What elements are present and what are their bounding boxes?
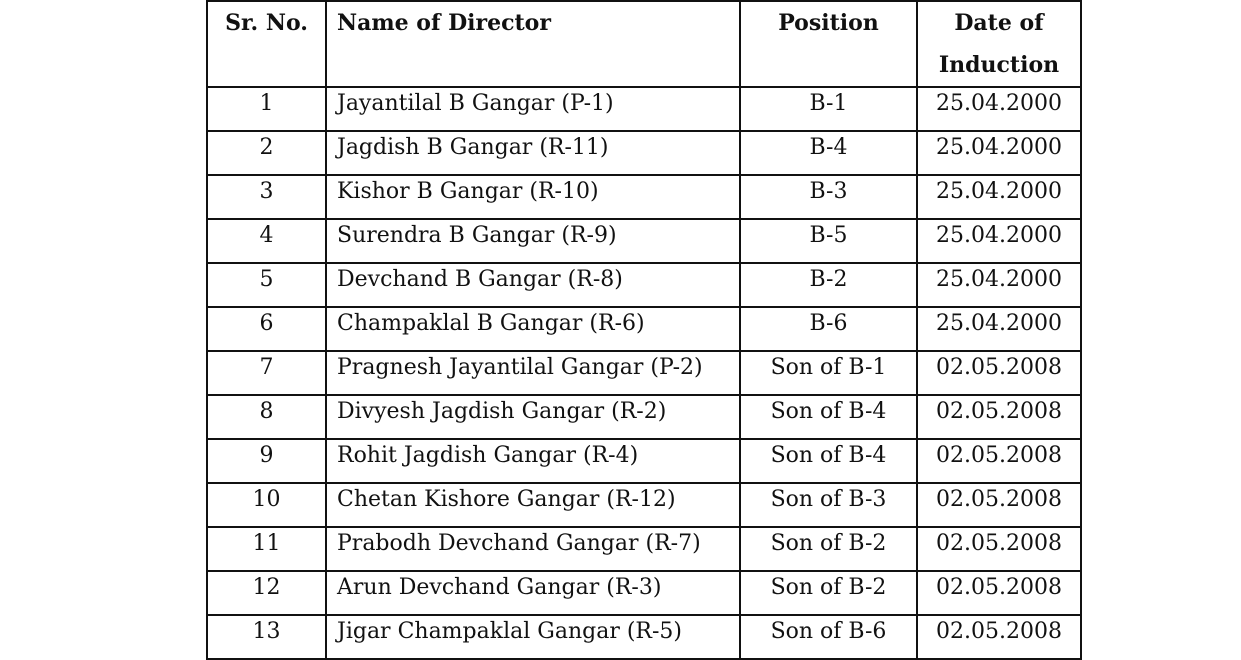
cell-date-of-induction: 02.05.2008 bbox=[917, 615, 1081, 659]
cell-sr-no: 2 bbox=[207, 131, 326, 175]
table-row bbox=[207, 219, 1081, 263]
cell-director-name: Kishor B Gangar (R-10) bbox=[326, 175, 740, 219]
table-row bbox=[207, 527, 1081, 571]
cell-date-of-induction: 25.04.2000 bbox=[917, 219, 1081, 263]
cell-date-of-induction: 02.05.2008 bbox=[917, 483, 1081, 527]
cell-position: Son of B-1 bbox=[740, 351, 917, 395]
cell-director-name: Chetan Kishore Gangar (R-12) bbox=[326, 483, 740, 527]
header-date-of-induction bbox=[917, 1, 1081, 87]
header-row bbox=[207, 1, 1081, 87]
cell-director-name: Rohit Jagdish Gangar (R-4) bbox=[326, 439, 740, 483]
table-header bbox=[207, 1, 1081, 87]
table-row bbox=[207, 263, 1081, 307]
directors-table bbox=[206, 0, 1082, 660]
cell-position: Son of B-2 bbox=[740, 571, 917, 615]
cell-director-name: Pragnesh Jayantilal Gangar (P-2) bbox=[326, 351, 740, 395]
cell-date-of-induction: 02.05.2008 bbox=[917, 351, 1081, 395]
table-row bbox=[207, 307, 1081, 351]
header-position: Position bbox=[740, 1, 917, 87]
cell-sr-no: 9 bbox=[207, 439, 326, 483]
cell-sr-no: 6 bbox=[207, 307, 326, 351]
table-body bbox=[207, 87, 1081, 659]
cell-sr-no: 4 bbox=[207, 219, 326, 263]
table-row bbox=[207, 351, 1081, 395]
cell-position: B-5 bbox=[740, 219, 917, 263]
table-row bbox=[207, 175, 1081, 219]
cell-position: Son of B-2 bbox=[740, 527, 917, 571]
cell-sr-no: 13 bbox=[207, 615, 326, 659]
table-row bbox=[207, 87, 1081, 131]
table-row bbox=[207, 615, 1081, 659]
cell-date-of-induction: 25.04.2000 bbox=[917, 87, 1081, 131]
cell-sr-no: 5 bbox=[207, 263, 326, 307]
cell-date-of-induction: 25.04.2000 bbox=[917, 307, 1081, 351]
cell-sr-no: 8 bbox=[207, 395, 326, 439]
cell-date-of-induction: 02.05.2008 bbox=[917, 439, 1081, 483]
cell-position: Son of B-4 bbox=[740, 395, 917, 439]
cell-date-of-induction: 02.05.2008 bbox=[917, 395, 1081, 439]
cell-director-name: Arun Devchand Gangar (R-3) bbox=[326, 571, 740, 615]
table-row bbox=[207, 571, 1081, 615]
header-name-of-director: Name of Director bbox=[326, 1, 740, 87]
cell-director-name: Jigar Champaklal Gangar (R-5) bbox=[326, 615, 740, 659]
cell-date-of-induction: 25.04.2000 bbox=[917, 175, 1081, 219]
cell-date-of-induction: 02.05.2008 bbox=[917, 571, 1081, 615]
cell-director-name: Prabodh Devchand Gangar (R-7) bbox=[326, 527, 740, 571]
cell-sr-no: 1 bbox=[207, 87, 326, 131]
table-row bbox=[207, 483, 1081, 527]
cell-sr-no: 12 bbox=[207, 571, 326, 615]
cell-date-of-induction: 02.05.2008 bbox=[917, 527, 1081, 571]
cell-date-of-induction: 25.04.2000 bbox=[917, 131, 1081, 175]
table-row bbox=[207, 395, 1081, 439]
cell-position: B-4 bbox=[740, 131, 917, 175]
cell-sr-no: 10 bbox=[207, 483, 326, 527]
cell-sr-no: 3 bbox=[207, 175, 326, 219]
header-date-line2: Induction bbox=[938, 52, 1060, 78]
header-date-line1: Date of bbox=[954, 10, 1044, 36]
cell-position: B-2 bbox=[740, 263, 917, 307]
cell-director-name: Surendra B Gangar (R-9) bbox=[326, 219, 740, 263]
cell-position: B-1 bbox=[740, 87, 917, 131]
cell-director-name: Devchand B Gangar (R-8) bbox=[326, 263, 740, 307]
cell-date-of-induction: 25.04.2000 bbox=[917, 263, 1081, 307]
cell-position: B-3 bbox=[740, 175, 917, 219]
cell-sr-no: 7 bbox=[207, 351, 326, 395]
table-row bbox=[207, 439, 1081, 483]
cell-director-name: Champaklal B Gangar (R-6) bbox=[326, 307, 740, 351]
cell-position: Son of B-6 bbox=[740, 615, 917, 659]
cell-position: Son of B-3 bbox=[740, 483, 917, 527]
cell-position: Son of B-4 bbox=[740, 439, 917, 483]
cell-sr-no: 11 bbox=[207, 527, 326, 571]
cell-position: B-6 bbox=[740, 307, 917, 351]
cell-director-name: Jagdish B Gangar (R-11) bbox=[326, 131, 740, 175]
cell-director-name: Jayantilal B Gangar (P-1) bbox=[326, 87, 740, 131]
header-sr-no: Sr. No. bbox=[207, 1, 326, 87]
table-row bbox=[207, 131, 1081, 175]
cell-director-name: Divyesh Jagdish Gangar (R-2) bbox=[326, 395, 740, 439]
